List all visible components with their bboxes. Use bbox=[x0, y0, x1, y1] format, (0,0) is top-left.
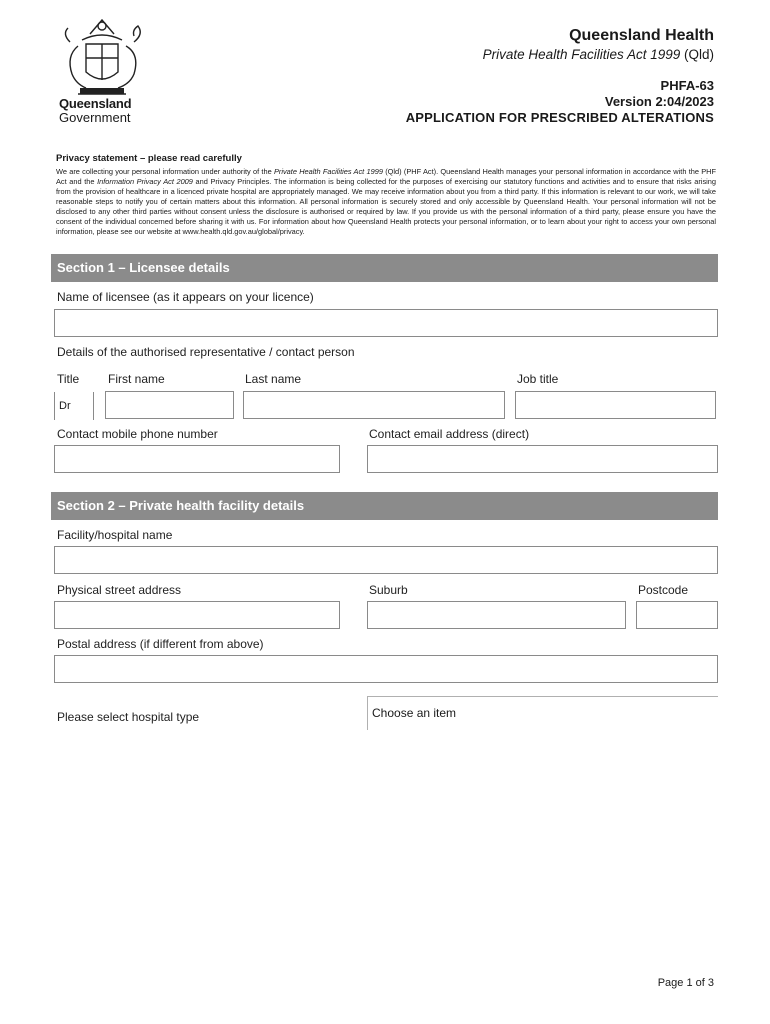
organisation-name: Queensland Health bbox=[569, 27, 714, 44]
facility-name-label: Facility/hospital name bbox=[57, 528, 173, 542]
job-title-label: Job title bbox=[517, 372, 559, 386]
last-name-label: Last name bbox=[245, 372, 302, 386]
hospital-type-label: Please select hospital type bbox=[57, 710, 200, 724]
application-title: APPLICATION FOR PRESCRIBED ALTERATIONS bbox=[405, 110, 714, 125]
act-jurisdiction: (Qld) bbox=[680, 47, 714, 62]
title-field[interactable]: Dr bbox=[54, 392, 94, 420]
mobile-phone-field[interactable] bbox=[54, 445, 340, 473]
suburb-field[interactable] bbox=[367, 601, 626, 629]
hospital-type-dropdown[interactable]: Choose an item bbox=[367, 696, 718, 730]
street-address-field[interactable] bbox=[54, 601, 340, 629]
postal-address-label: Postal address (if different from above) bbox=[57, 637, 264, 651]
mobile-phone-label: Contact mobile phone number bbox=[57, 427, 218, 441]
logo-government-text: Government bbox=[59, 110, 131, 125]
postcode-label: Postcode bbox=[638, 583, 689, 597]
form-code: PHFA-63 bbox=[660, 78, 714, 93]
job-title-field[interactable] bbox=[515, 391, 716, 419]
licensee-name-label: Name of licensee (as it appears on your licence) bbox=[57, 290, 314, 304]
postal-address-field[interactable] bbox=[54, 655, 718, 683]
first-name-field[interactable] bbox=[105, 391, 234, 419]
logo-queensland-text: Queensland bbox=[59, 96, 132, 111]
authorised-representative-label: Details of the authorised representative / contact person bbox=[57, 345, 355, 359]
page-number: Page 1 of 3 bbox=[657, 977, 714, 989]
privacy-heading: Privacy statement – please read carefully bbox=[56, 153, 242, 164]
act-name: Private Health Facilities Act 1999 bbox=[482, 47, 681, 62]
suburb-label: Suburb bbox=[369, 583, 408, 597]
licensee-name-field[interactable] bbox=[54, 309, 718, 337]
last-name-field[interactable] bbox=[243, 391, 505, 419]
facility-name-field[interactable] bbox=[54, 546, 718, 574]
postcode-field[interactable] bbox=[636, 601, 718, 629]
privacy-statement: We are collecting your personal information under authority of the Private Health Facilities Act 1999 (Qld) (PHF Act). Queensland Health manages your personal information in accordance with the PHF Act and the Information Privacy Act 2009 and Privacy Principles. The information is being collected for the purposes of exercising our statutory functions and activities and to ensure that risks arising from the provision of healthcare in a licenced private hospital are appropriately managed. We may receive information about you from a third party. If this information is relevant to our work, we will take reasonable steps to notify you of certain matters about this information. All personal information is securely stored and only accessible by Queensland Health. Your personal information will not be disclosed to any other third parties without consent unless the disclosure is authorised or required by law. If you provide us with the personal information of a third party, please ensure you have the consent of the individual concerned before sharing it with us. For information about how Queensland Health protects your personal information, or to learn about your right to access your own personal information, please see our website at www.health.qld.gov.au/global/privacy. bbox=[56, 167, 717, 236]
email-field[interactable] bbox=[367, 445, 718, 473]
act-reference bbox=[483, 47, 714, 62]
section-1-header: Section 1 – Licensee details bbox=[51, 254, 718, 282]
street-address-label: Physical street address bbox=[57, 583, 182, 597]
first-name-label: First name bbox=[108, 372, 165, 386]
form-version: Version 2:04/2023 bbox=[604, 94, 714, 109]
title-label: Title bbox=[57, 372, 80, 386]
section-2-header: Section 2 – Private health facility details bbox=[51, 492, 718, 520]
email-label: Contact email address (direct) bbox=[369, 427, 530, 441]
